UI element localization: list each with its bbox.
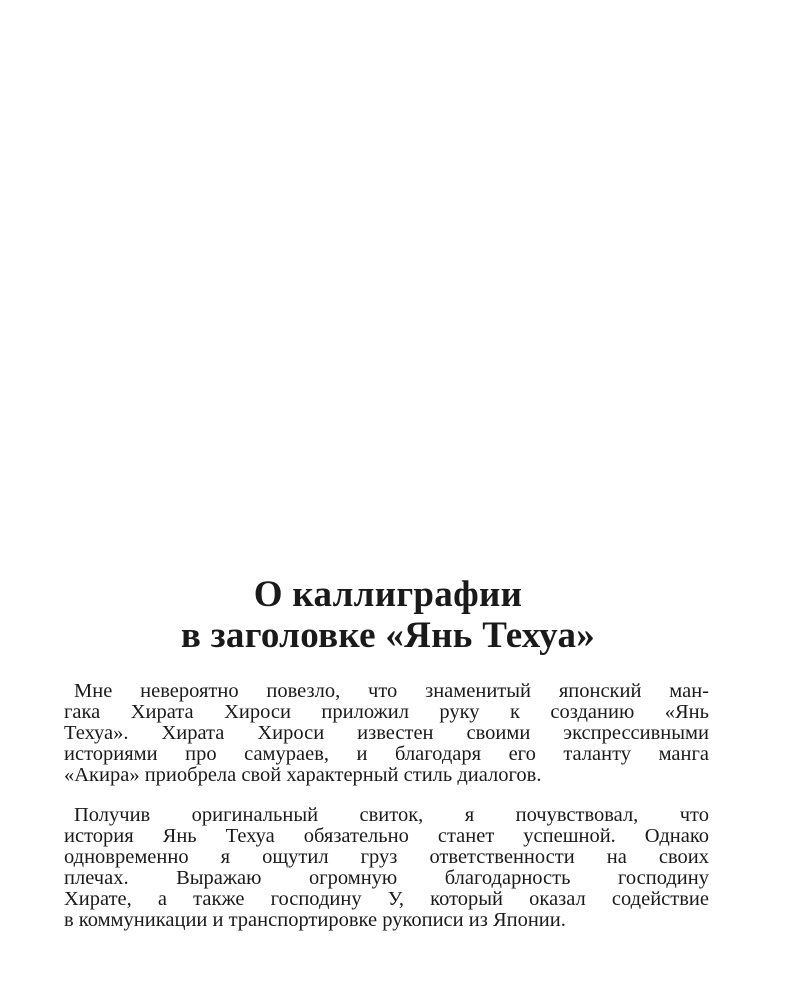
paragraph-line: в коммуникации и транспортировке рукописи из Японии. (64, 909, 566, 931)
paragraph-line: историями про самураев, и благодаря его таланту манга (64, 743, 709, 765)
chapter-title-line-1: О каллиграфии (253, 574, 523, 615)
paragraph-line: Получив оригинальный свиток, я почувствовал, что (74, 804, 709, 826)
paragraph-line: Хирате, а также господину У, который оказал содействие (64, 888, 709, 910)
paragraph-1 (64, 681, 709, 786)
paragraph-line: гака Хирата Хироси приложил руку к созданию «Янь (64, 701, 709, 723)
paragraph-line: плечах. Выражаю огромную благодарность господину (64, 867, 709, 889)
paragraph-line: «Акира» приобрела свой характерный стиль диалогов. (64, 764, 542, 786)
paragraph-line: Техуа». Хирата Хироси известен своими экспрессивными (64, 722, 709, 744)
paragraph-line: история Янь Техуа обязательно станет успешной. Однако (64, 825, 709, 847)
chapter-title-line-2: в заголовке «Янь Техуа» (180, 615, 596, 656)
paragraph-2 (64, 805, 709, 931)
chapter-title (0, 574, 776, 656)
paragraph-line: одновременно я ощутил груз ответственности на своих (64, 846, 709, 868)
paragraph-line: Мне невероятно повезло, что знаменитый японский ман- (74, 680, 709, 702)
